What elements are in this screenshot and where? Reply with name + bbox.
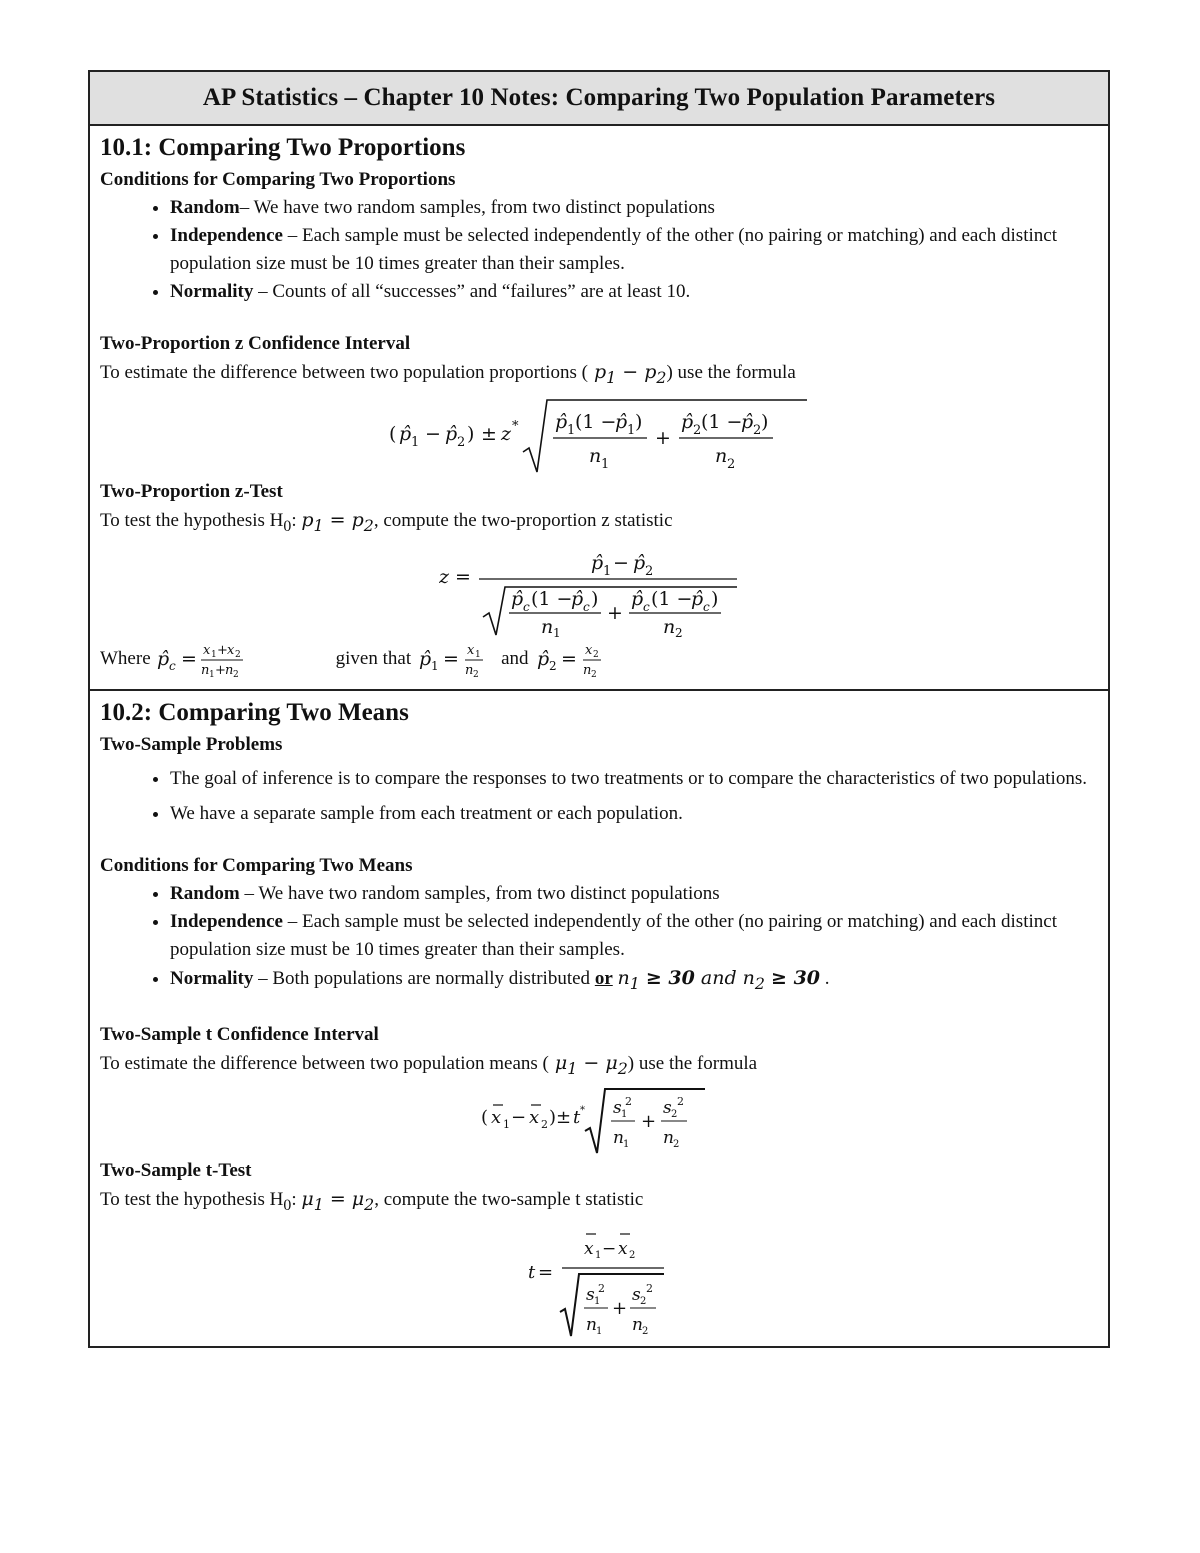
condition-text: Counts of all “successes” and “failures” are at least 10. [272,281,691,302]
svg-text:=: = [560,647,577,670]
svg-text:1: 1 [431,658,439,673]
condition-text: Each sample must be selected independently of the other (no pairing or matching) and each distinct population size must be 10 times greater than their samples. [170,225,1057,274]
svg-text:x: x [584,1238,594,1259]
svg-text:+: + [612,1297,628,1319]
svg-text:+: + [641,1111,657,1133]
ci-heading: Two-Proportion z Confidence Interval [100,333,411,354]
svg-text:): ) [635,410,643,433]
list-item [170,908,1098,964]
svg-text:x: x [584,642,592,658]
list-item: • The goal of inference is to compare the responses to two treatments or to compare the characteristics of two populations. [170,765,1098,793]
svg-text:p̂: p̂ [511,587,524,610]
svg-text:2: 2 [673,1139,680,1151]
page-title: AP Statistics – Chapter 10 Notes: Comparing Two Population Parameters [90,72,1108,126]
condition-sep: – [239,882,259,904]
notes-frame [88,70,1110,1348]
svg-text:(1 −: (1 − [701,410,743,433]
svg-text:=: = [443,647,460,670]
svg-text:1: 1 [603,563,612,579]
svg-text:n: n [582,662,591,678]
ci-text: To estimate the difference between two population means ( $\mu_1 - \mu_2$) use the formula [100,1052,758,1079]
svg-text:−: − [602,1238,617,1259]
list-item [170,278,1098,306]
svg-text:1: 1 [411,434,420,450]
svg-text:p̂: p̂ [633,551,646,574]
svg-text:p̂: p̂ [399,422,412,445]
condition-sep: – [239,197,254,218]
svg-text:p̂: p̂ [571,587,584,610]
svg-text:n: n [224,662,234,678]
svg-text:s: s [632,1284,641,1305]
svg-text:n: n [586,1314,597,1335]
test-text: To test the hypothesis $H_0$: $\mu_1 = \mu_2$, compute the two-sample t statistic [100,1188,644,1214]
svg-text:n: n [663,615,676,637]
svg-text:x: x [467,642,475,658]
and-word: and [501,647,529,669]
svg-text:p̂: p̂ [419,647,432,670]
condition-term: Normality [170,967,254,989]
svg-text:c: c [643,599,650,614]
mu1-minus-mu2-inline: $\mu_1 - \mu_2$ [548,1052,628,1079]
svg-text:c: c [583,599,590,614]
svg-text:n: n [589,444,602,467]
list-item [170,222,1098,278]
svg-text:1: 1 [627,422,636,438]
svg-text:p̂: p̂ [445,422,458,445]
svg-text:2: 2 [590,669,597,680]
p1-minus-p2-inline: $p_1 - p_2$ [587,361,667,387]
condition-text: Each sample must be selected independently of the other (no pairing or matching) and each distinct population size must be 10 times greater than their samples. [170,910,1057,960]
svg-text:2: 2 [675,625,683,637]
conditions-heading: Conditions for Comparing Two Proportions [100,169,456,190]
svg-text:1: 1 [596,1325,603,1337]
svg-text:2: 2 [234,649,241,660]
svg-text:2: 2 [457,434,466,450]
svg-text:2: 2 [753,422,762,438]
svg-text:t: t [573,1107,581,1129]
svg-text:2: 2 [677,1095,684,1109]
svg-text:2: 2 [642,1325,649,1337]
svg-text:−: − [511,1107,527,1129]
svg-text:p̂: p̂ [156,647,169,670]
svg-text:n: n [613,1128,624,1149]
svg-text:p̂: p̂ [681,410,694,433]
svg-text:x: x [491,1107,502,1129]
svg-text:1: 1 [208,669,215,680]
svg-text:p̂: p̂ [555,410,568,433]
two-proportion-ci-formula [100,392,1098,478]
svg-text:2: 2 [548,658,557,673]
svg-text:): ) [761,410,769,433]
svg-text:s: s [663,1098,672,1119]
condition-term: Random [170,197,240,218]
svg-text:2: 2 [671,1109,678,1121]
condition-sep: – [282,910,302,932]
given-word: given that [335,647,412,669]
svg-text:s: s [586,1284,595,1305]
null-hypothesis-inline: $p_1 = p_2$ [301,508,374,535]
svg-text:p̂: p̂ [591,551,604,574]
svg-text:−: − [425,422,441,445]
svg-text:p̂: p̂ [741,410,754,433]
svg-text:(: ( [481,1107,489,1129]
section-comparing-means [90,689,1108,1346]
svg-text:2: 2 [645,563,654,579]
svg-text:z: z [501,422,512,445]
svg-text:x: x [226,642,234,658]
condition-sep: – [282,225,302,246]
conditions-list [100,880,1098,998]
svg-text:t: t [528,1261,536,1283]
two-proportion-z-formula [100,541,1098,637]
svg-text:x: x [529,1107,540,1129]
svg-text:(1 −: (1 − [531,587,573,610]
svg-text:p̂: p̂ [631,587,644,610]
svg-text:): ) [711,587,719,610]
conditions-list [100,194,1098,306]
condition-sep: – [253,281,273,302]
conditions-heading: Conditions for Comparing Two Means [100,854,413,876]
svg-text:)±: )± [549,1107,572,1129]
svg-text:+: + [607,601,623,624]
svg-text:*: * [580,1105,585,1117]
section-title: 10.2: Comparing Two Means [100,698,409,726]
or-word: or [594,967,613,989]
svg-text:*: * [512,418,519,434]
svg-text:(: ( [389,422,397,445]
svg-text:=: = [455,565,471,588]
svg-text:n: n [200,662,210,678]
list-item: • We have a separate sample from each treatment or each population. [170,800,1098,828]
svg-text:2: 2 [629,1249,636,1261]
p1-hat-formula [411,637,501,681]
p2-hat-formula [529,637,619,681]
problems-heading: Two-Sample Problems [100,733,283,755]
svg-text:c: c [703,599,710,614]
ci-heading: Two-Sample t Confidence Interval [100,1024,379,1046]
section-comparing-proportions [90,126,1108,689]
condition-text: We have two random samples, from two distinct populations [253,197,715,218]
svg-text:n: n [715,444,728,467]
svg-text:1: 1 [503,1118,510,1132]
where-word: Where [100,647,151,669]
test-heading: Two-Sample t-Test [100,1160,252,1182]
svg-text:1: 1 [623,1139,630,1151]
svg-text:2: 2 [598,1281,605,1295]
svg-text:c: c [168,658,176,673]
svg-text:p̂: p̂ [691,587,704,610]
svg-text:±: ± [481,422,497,445]
svg-text:z: z [439,565,450,588]
svg-text:1: 1 [567,422,576,438]
svg-text:+: + [655,426,671,449]
svg-text:+: + [216,642,228,658]
problems-list [100,765,1098,828]
svg-text:1: 1 [475,649,481,660]
svg-text:1: 1 [595,1249,602,1261]
condition-term: Independence [170,910,283,932]
svg-text:1: 1 [601,456,610,472]
two-sample-t-ci-formula [100,1083,1098,1157]
svg-text:n: n [465,662,474,678]
list-item [170,194,1098,222]
svg-text:+: + [214,662,226,678]
svg-text:(1 −: (1 − [575,410,617,433]
svg-text:x: x [202,642,210,658]
svg-text:(1 −: (1 − [651,587,693,610]
svg-text:2: 2 [625,1095,632,1109]
svg-text:1: 1 [553,625,561,637]
svg-text:2: 2 [693,422,702,438]
pooled-proportion-formula [151,637,336,681]
condition-text: We have two random samples, from two distinct populations [258,882,720,904]
svg-text:=: = [538,1261,554,1283]
condition-term: Random [170,882,240,904]
svg-text:−: − [613,551,629,574]
svg-text:n: n [632,1314,643,1335]
svg-text:s: s [613,1098,622,1119]
svg-text:2: 2 [541,1118,548,1132]
svg-text:1: 1 [621,1109,628,1121]
test-text: To test the hypothesis $H_0$: $p_1 = p_2$, compute the two-proportion z statistic [100,508,673,535]
svg-text:2: 2 [646,1281,653,1295]
pooled-proportion-line [100,637,1098,681]
svg-text:p̂: p̂ [615,410,628,433]
svg-text:n: n [663,1128,674,1149]
svg-text:2: 2 [592,649,599,660]
null-hypothesis-inline: $\mu_1 = \mu_2$ [301,1188,375,1214]
condition-text: – Both populations are normally distributed [253,967,595,989]
svg-text:x: x [618,1238,628,1259]
list-item [170,880,1098,908]
condition-term: Independence [170,225,283,246]
svg-text:2: 2 [232,669,239,680]
svg-text:): ) [467,422,475,445]
svg-text:=: = [180,647,197,670]
list-item: • Normality – Both populations are normally distributed or $n_1 \ge 30$ and $n_2 \ge 30$ . [170,964,1098,998]
svg-text:1: 1 [594,1295,601,1307]
svg-text:n: n [541,615,554,637]
ci-text: To estimate the difference between two population proportions ( $p_1 - p_2$) use the formula [100,361,796,387]
svg-text:2: 2 [473,669,479,680]
svg-text:p̂: p̂ [536,647,549,670]
svg-text:): ) [591,587,599,610]
svg-text:2: 2 [727,456,736,472]
two-sample-t-formula [100,1220,1098,1338]
sample-size-condition: $n_1 \ge 30$ and $n_2 \ge 30$ [617,966,821,993]
svg-text:c: c [523,599,530,614]
section-title: 10.1: Comparing Two Proportions [100,134,466,161]
condition-term: Normality [170,281,254,302]
test-heading: Two-Proportion z-Test [100,480,283,502]
svg-text:2: 2 [640,1295,647,1307]
svg-text:1: 1 [210,649,217,660]
